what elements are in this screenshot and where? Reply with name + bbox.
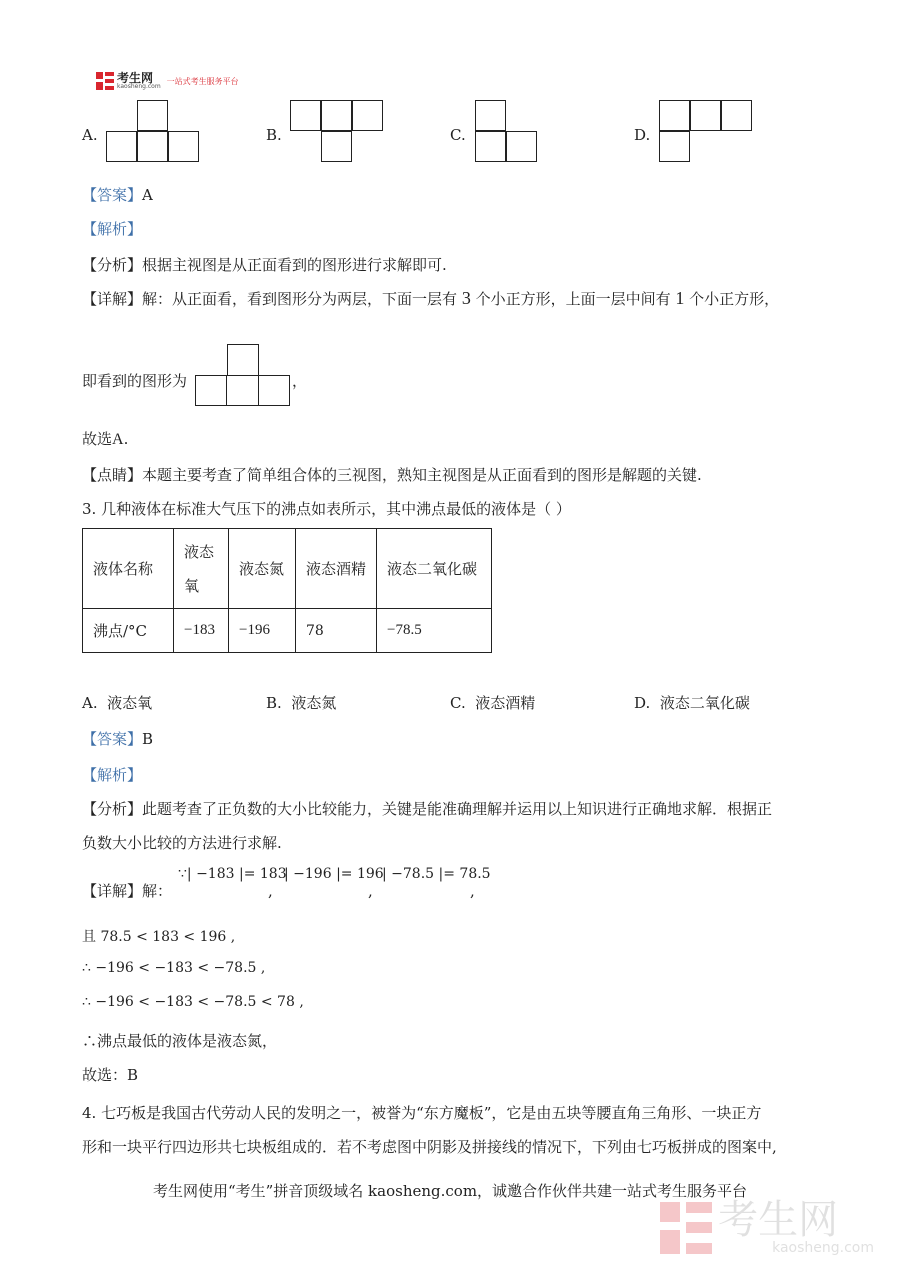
comment-tag: 【点睛】 <box>82 466 143 484</box>
q2-seen-suffix: ， <box>292 372 308 390</box>
answer-value: A <box>142 186 153 204</box>
logo-cn: 考生网 <box>117 71 154 85</box>
option-label: D. <box>634 694 651 712</box>
detail-text-a: 解：从正面看，看到图形分为两层，下面一层有 <box>142 290 458 308</box>
option-label: B. <box>266 694 282 712</box>
table-value-nitrogen: −196 <box>229 609 296 653</box>
q3-abs-3: | −78.5 |= 78.5 <box>382 866 491 882</box>
comment-text: 本题主要考查了简单组合体的三视图，熟知主视图是从正面看到的图形是解题的关键. <box>142 466 702 484</box>
q3-comma-1: , <box>268 882 273 900</box>
page-footer: 考生网使用“考生”拼音顶级域名 kaosheng.com，诚邀合作伙伴共建一站式考生服务平台 <box>152 1182 748 1200</box>
q3-choose: 故选：B <box>82 1066 139 1084</box>
detail-text-c: 个小正方形， <box>689 290 780 308</box>
detail-prefix: 解： <box>142 882 173 900</box>
logo-en: kaosheng.com <box>117 83 161 90</box>
option-text: 液态氧 <box>107 694 153 712</box>
fenxi-tag: 【分析】 <box>82 256 143 274</box>
answer-tag: 【答案】 <box>82 186 143 204</box>
q3-line-2: ∴ −196 < −183 < −78.5 , <box>82 960 266 976</box>
q2-option-c-label: C. <box>450 126 466 144</box>
table-header-label: 液体名称 <box>83 529 174 609</box>
fenxi-text: 根据主视图是从正面看到的图形进行求解即可. <box>142 256 447 274</box>
q2-analysis-tag: 【解析】 <box>82 220 143 238</box>
q3-detail-tag <box>82 880 172 901</box>
detail-text-b: 个小正方形，上面一层中间有 <box>475 290 671 308</box>
q3-fenxi-line1 <box>82 798 772 819</box>
q3-comma-2: , <box>368 882 373 900</box>
option-label: A. <box>82 694 98 712</box>
answer-value: B <box>142 730 154 748</box>
choose-letter: A <box>112 431 124 448</box>
q3-answer <box>82 728 153 749</box>
detail-num-1: 3 <box>461 288 471 308</box>
fenxi-text: 此题考查了正负数的大小比较能力，关键是能准确理解并运用以上知识进行正确地求解．根据正 <box>142 800 773 818</box>
q3-option-a <box>82 692 152 713</box>
q2-option-b-label: B. <box>266 126 282 144</box>
q2-comment <box>82 464 702 485</box>
choose-end: . <box>123 430 129 448</box>
detail-num-2: 1 <box>675 288 685 308</box>
detail-tag: 【详解】 <box>82 290 143 308</box>
q4-line-2: 形和一块平行四边形共七块板组成的．若不考虑图中阴影及拼接线的情况下，下列由七巧板拼成的图案中, <box>82 1138 777 1156</box>
header-logo <box>96 72 239 90</box>
watermark <box>660 1197 874 1256</box>
q2-option-d-label: D. <box>634 126 651 144</box>
logo-icon <box>96 72 114 90</box>
watermark-logo-icon <box>660 1202 712 1254</box>
q3-fenxi-line2: 负数大小比较的方法进行求解. <box>82 834 282 852</box>
q3-option-b <box>266 692 336 713</box>
header-slogan: 一站式考生服务平台 <box>166 76 239 86</box>
q2-option-a-label: A. <box>82 126 98 144</box>
q2-seen-prefix: 即看到的图形为 <box>82 372 188 390</box>
table-value-oxygen: −183 <box>174 609 229 653</box>
q2-answer <box>82 184 153 205</box>
watermark-en: kaosheng.com <box>772 1240 874 1256</box>
option-text: 液态酒精 <box>475 694 536 712</box>
detail-tag: 【详解】 <box>82 882 143 900</box>
table-row-label: 沸点/°C <box>83 609 174 653</box>
q2-choose <box>82 428 128 449</box>
q3-line-4: ∴沸点最低的液体是液态氮， <box>82 1032 278 1050</box>
table-header-nitrogen: 液态氮 <box>229 529 296 609</box>
q3-abs-1: ∵| −183 |= 183 <box>178 866 287 882</box>
q3-analysis-tag: 【解析】 <box>82 766 143 784</box>
q3-stem: 3. 几种液体在标准大气压下的沸点如表所示，其中沸点最低的液体是（ ） <box>82 500 571 518</box>
q3-line-1: 且 78.5 < 183 < 196 , <box>82 929 236 945</box>
table-header-oxygen: 液态氧 <box>174 529 229 609</box>
table-header-co2: 液态二氧化碳 <box>377 529 492 609</box>
fenxi-tag: 【分析】 <box>82 800 143 818</box>
watermark-cn: 考生网 <box>718 1197 839 1243</box>
q3-table <box>82 528 492 653</box>
q3-line-3: ∴ −196 < −183 < −78.5 < 78 , <box>82 994 304 1010</box>
table-header-alcohol: 液态酒精 <box>296 529 377 609</box>
q3-comma-3: , <box>470 882 475 900</box>
answer-tag: 【答案】 <box>82 730 143 748</box>
table-value-alcohol: 78 <box>296 609 377 653</box>
q3-option-d <box>634 692 750 713</box>
q4-line-1: 4. 七巧板是我国古代劳动人民的发明之一，被誉为“东方魔板”，它是由五块等腰直角三角形、一块正方 <box>82 1104 762 1122</box>
table-value-co2: −78.5 <box>377 609 492 653</box>
q2-fenxi <box>82 254 447 275</box>
choose-text: 故选 <box>82 430 113 448</box>
option-text: 液态二氧化碳 <box>659 694 750 712</box>
option-label: C. <box>450 694 466 712</box>
option-text: 液态氮 <box>291 694 337 712</box>
q3-abs-2: | −196 |= 196 <box>284 866 384 882</box>
q3-option-c <box>450 692 535 713</box>
q2-detail <box>82 288 779 309</box>
